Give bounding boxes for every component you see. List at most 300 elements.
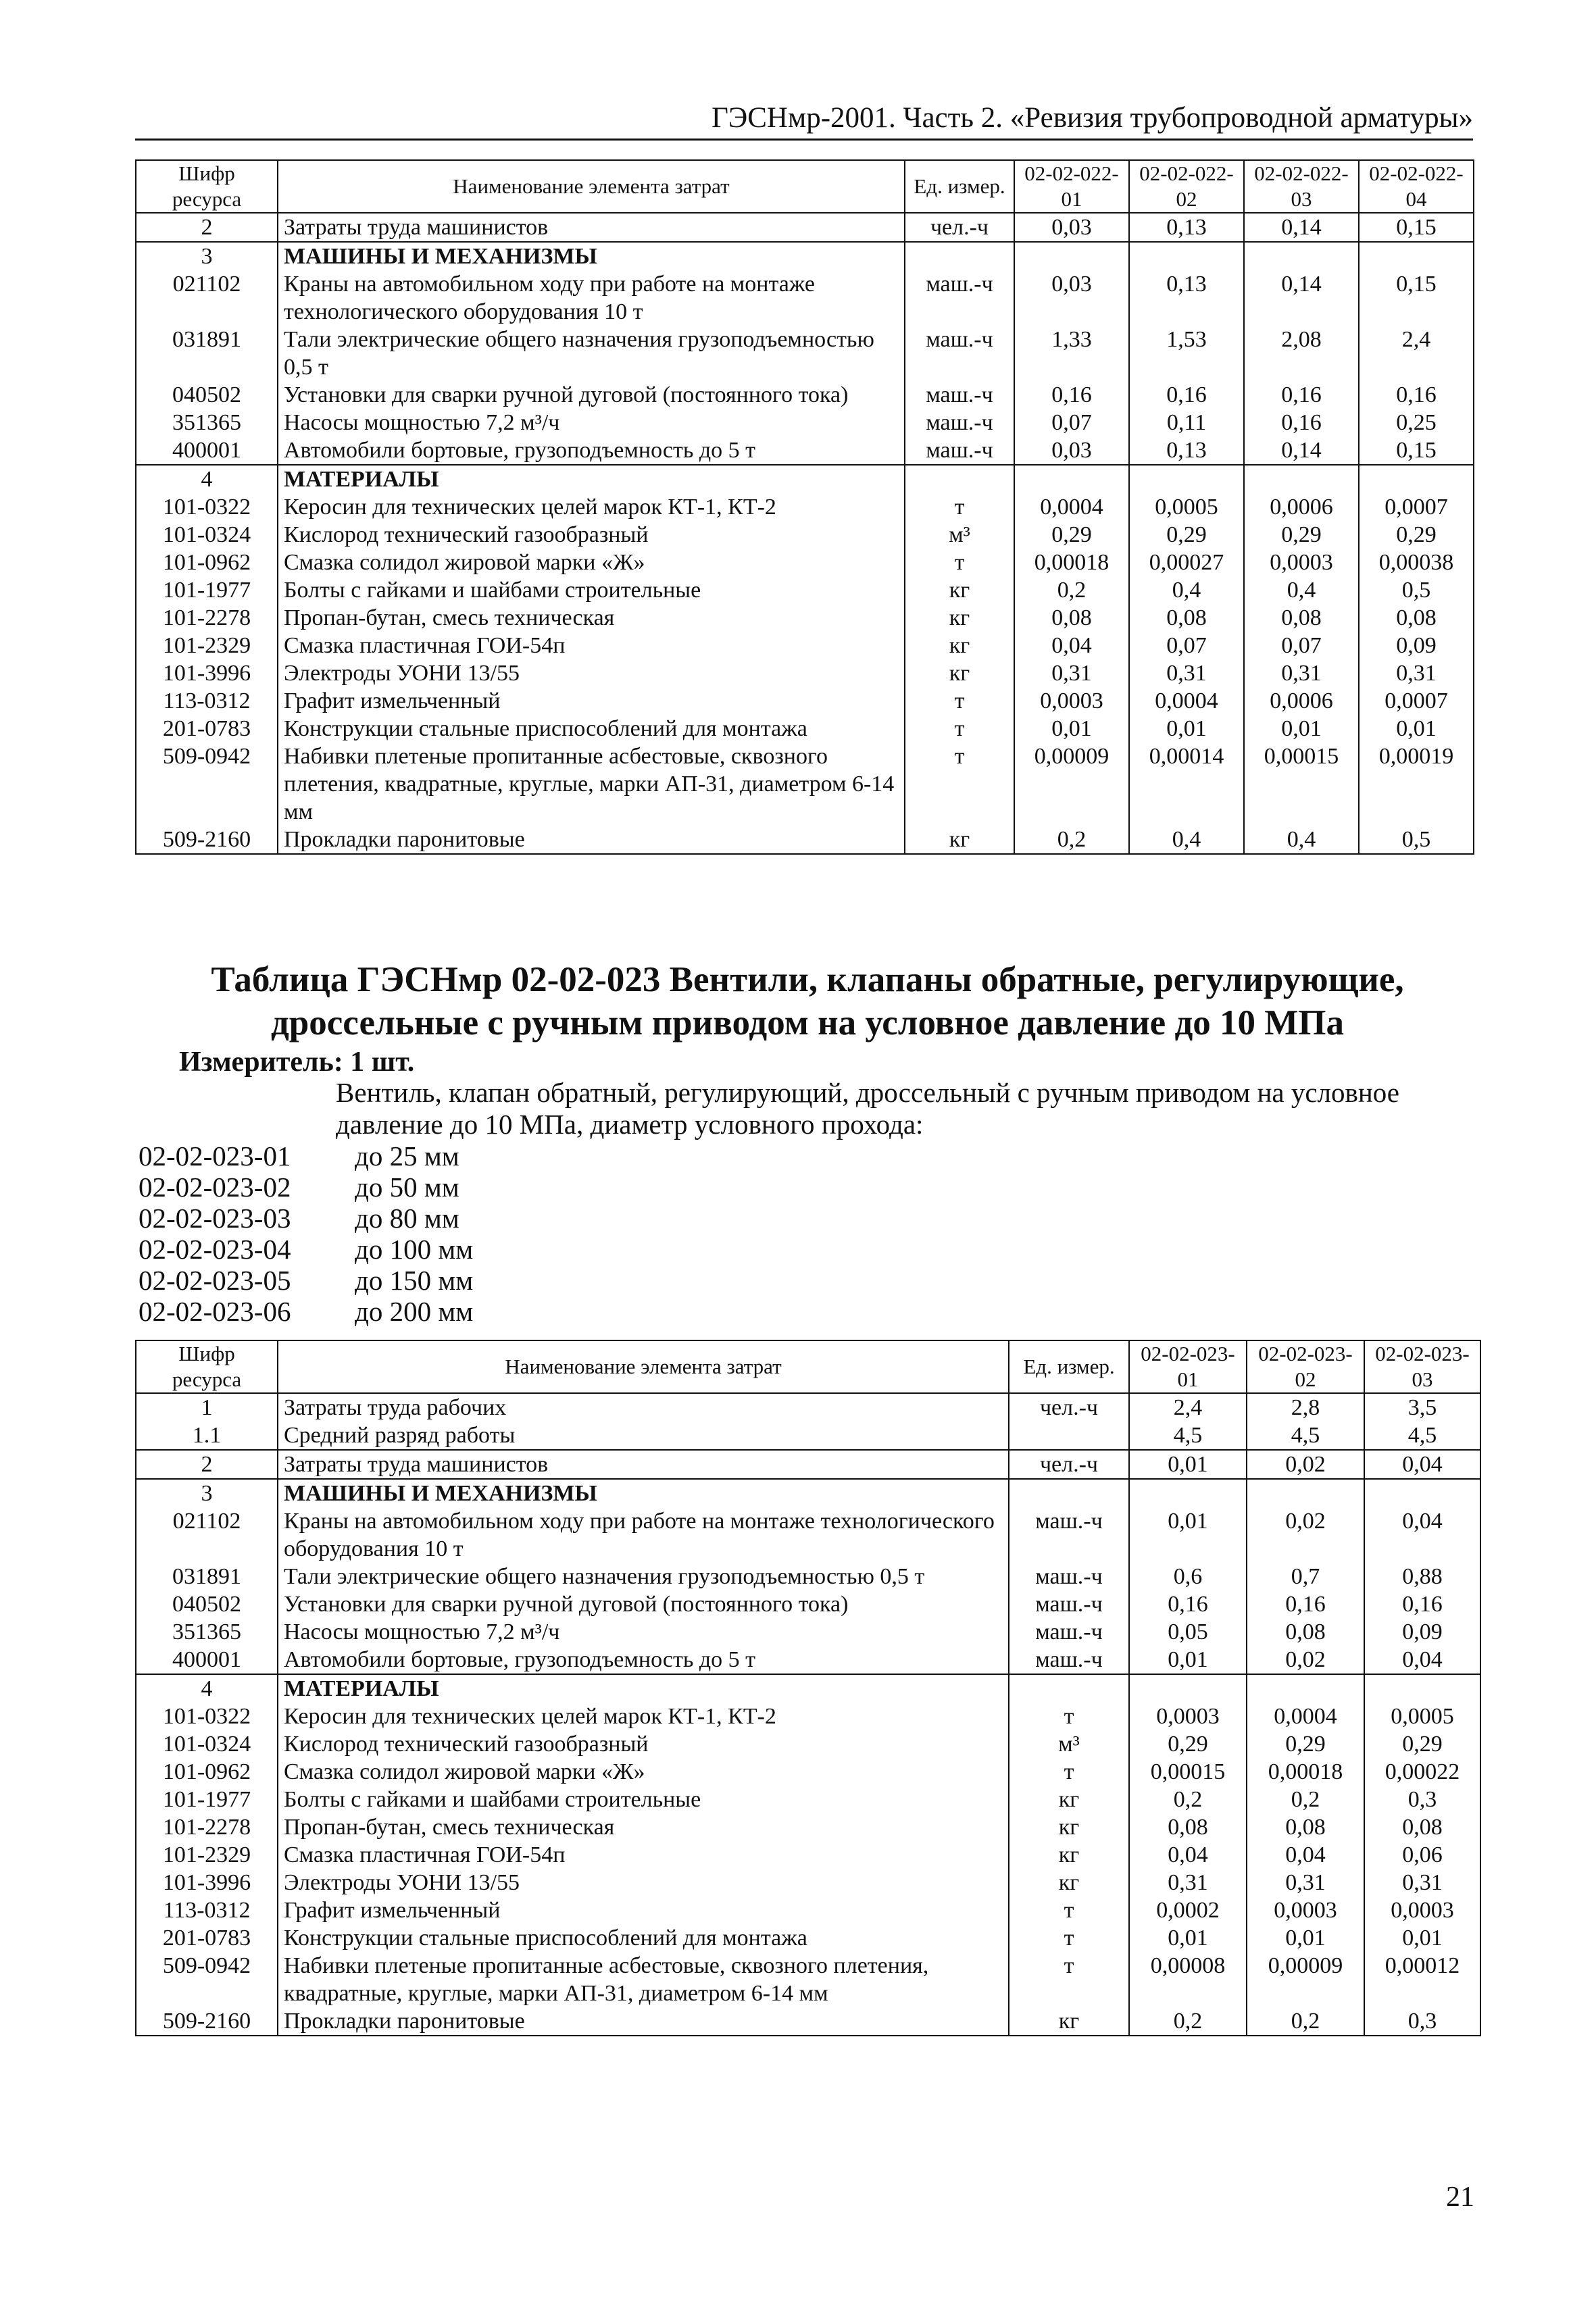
resource-code: 509-0942 (136, 743, 278, 826)
cost-item-name: Пропан-бутан, смесь техническая (278, 604, 905, 632)
norm-value: 0,2 (1014, 826, 1129, 854)
variant-code: 02-02-023-02 (139, 1172, 291, 1203)
section-title: МАШИНЫ И МЕХАНИЗМЫ (278, 1479, 1009, 1507)
table-row (136, 1896, 1480, 1924)
norm-value: 1,53 (1129, 326, 1244, 381)
norm-value: 0,0004 (1129, 687, 1244, 715)
resource-code: 1 (136, 1393, 278, 1422)
table-row (136, 326, 1474, 381)
norm-value: 0,13 (1129, 436, 1244, 465)
variant-item (139, 1172, 473, 1203)
norm-value: 0,14 (1244, 436, 1359, 465)
resource-code: 031891 (136, 326, 278, 381)
norm-value (1364, 1479, 1480, 1507)
cost-item-name: Средний разряд работы (278, 1422, 1009, 1450)
norm-value: 0,00009 (1247, 1952, 1364, 2007)
norm-value: 0,08 (1014, 604, 1129, 632)
cost-table-023 (135, 1340, 1481, 2036)
norm-value: 0,31 (1244, 659, 1359, 687)
resource-code: 113-0312 (136, 1896, 278, 1924)
resource-code: 2 (136, 1450, 278, 1479)
norm-value: 0,01 (1247, 1924, 1364, 1952)
cost-item-name: Краны на автомобильном ходу при работе на монтаже технологического оборудования 10 т (278, 1507, 1009, 1563)
cost-item-name: Смазка пластичная ГОИ-54п (278, 632, 905, 659)
norm-value: 0,03 (1014, 213, 1129, 242)
norm-value: 0,2 (1014, 576, 1129, 604)
norm-value: 0,01 (1129, 1450, 1247, 1479)
norm-value: 0,04 (1014, 632, 1129, 659)
table-row (136, 1563, 1480, 1590)
unit-of-measure: маш.-ч (905, 270, 1014, 326)
resource-code: 400001 (136, 436, 278, 465)
norm-value (1359, 465, 1474, 493)
norm-value: 0,09 (1359, 632, 1474, 659)
page-number: 21 (1446, 2182, 1474, 2213)
table-row (136, 659, 1474, 687)
resource-code: 113-0312 (136, 687, 278, 715)
section-title: МАТЕРИАЛЫ (278, 1674, 1009, 1703)
table-row (136, 1393, 1480, 1422)
norm-value: 0,0002 (1129, 1896, 1247, 1924)
norm-value: 0,0007 (1359, 687, 1474, 715)
norm-value: 0,05 (1129, 1618, 1247, 1646)
cost-item-name: Кислород технический газообразный (278, 1730, 1009, 1758)
norm-value: 4,5 (1129, 1422, 1247, 1450)
table-row (136, 1758, 1480, 1786)
table-row (136, 1422, 1480, 1450)
table-row (136, 549, 1474, 576)
norm-value: 0,29 (1364, 1730, 1480, 1758)
cost-item-name: Смазка солидол жировой марки «Ж» (278, 549, 905, 576)
unit-of-measure: чел.-ч (1009, 1450, 1129, 1479)
header-col: 02-02-022-02 (1129, 160, 1244, 213)
table-row (136, 381, 1474, 409)
variant-diameter: до 100 мм (355, 1234, 474, 1265)
table-row (136, 715, 1474, 743)
resource-code: 101-1977 (136, 576, 278, 604)
norm-value: 0,4 (1129, 826, 1244, 854)
norm-value (1244, 242, 1359, 270)
resource-code: 101-0322 (136, 493, 278, 521)
norm-value: 0,09 (1364, 1618, 1480, 1646)
norm-value: 0,31 (1247, 1869, 1364, 1896)
cost-item-name: Автомобили бортовые, грузоподъемность до 5 т (278, 1646, 1009, 1674)
variant-diameter: до 25 мм (355, 1140, 459, 1172)
norm-value (1129, 242, 1244, 270)
norm-value (1359, 242, 1474, 270)
norm-value: 0,01 (1129, 1924, 1247, 1952)
cost-item-name: Электроды УОНИ 13/55 (278, 1869, 1009, 1896)
norm-value: 0,01 (1364, 1924, 1480, 1952)
header-col: 02-02-023-02 (1247, 1340, 1364, 1393)
table-row (136, 493, 1474, 521)
table-row (136, 687, 1474, 715)
table-header-row (136, 160, 1474, 213)
norm-value: 2,4 (1129, 1393, 1247, 1422)
norm-value: 0,08 (1364, 1813, 1480, 1841)
resource-code: 040502 (136, 1590, 278, 1618)
cost-item-name: Болты с гайками и шайбами строительные (278, 576, 905, 604)
section-title: МАТЕРИАЛЫ (278, 465, 905, 493)
norm-value (1129, 465, 1244, 493)
table-row (136, 1952, 1480, 2007)
cost-item-name: Прокладки паронитовые (278, 826, 905, 854)
table-row (136, 409, 1474, 436)
norm-value: 0,4 (1244, 576, 1359, 604)
section-row (136, 1479, 1480, 1507)
norm-value: 0,02 (1247, 1507, 1364, 1563)
resource-code: 021102 (136, 1507, 278, 1563)
resource-code: 4 (136, 465, 278, 493)
norm-value: 0,08 (1129, 604, 1244, 632)
unit-of-measure: т (1009, 1758, 1129, 1786)
variant-diameter: до 80 мм (355, 1203, 459, 1234)
norm-value: 0,02 (1247, 1646, 1364, 1674)
variant-item (139, 1203, 473, 1234)
norm-value: 0,16 (1129, 1590, 1247, 1618)
resource-code: 101-0962 (136, 549, 278, 576)
header-col: 02-02-023-01 (1129, 1340, 1247, 1393)
resource-code: 101-0962 (136, 1758, 278, 1786)
norm-value (1014, 465, 1129, 493)
unit-of-measure: маш.-ч (905, 381, 1014, 409)
norm-value: 1,33 (1014, 326, 1129, 381)
cost-item-name: Керосин для технических целей марок КТ-1, КТ-2 (278, 493, 905, 521)
section-row (136, 465, 1474, 493)
unit-of-measure: кг (1009, 1786, 1129, 1813)
table-header-row (136, 1340, 1480, 1393)
norm-value: 0,04 (1364, 1450, 1480, 1479)
variant-item (139, 1234, 473, 1265)
unit-of-measure: кг (1009, 1869, 1129, 1896)
norm-value: 0,0005 (1129, 493, 1244, 521)
unit-of-measure (1009, 1479, 1129, 1507)
unit-of-measure: кг (905, 632, 1014, 659)
norm-value: 0,6 (1129, 1563, 1247, 1590)
table-row (136, 1618, 1480, 1646)
variant-diameter: до 50 мм (355, 1172, 459, 1203)
resource-code: 101-3996 (136, 1869, 278, 1896)
norm-value: 0,01 (1129, 1507, 1247, 1563)
unit-of-measure (1009, 1422, 1129, 1450)
norm-value: 0,16 (1014, 381, 1129, 409)
norm-value: 0,2 (1247, 1786, 1364, 1813)
norm-value: 2,8 (1247, 1393, 1364, 1422)
norm-value: 0,29 (1129, 521, 1244, 549)
unit-of-measure: маш.-ч (905, 436, 1014, 465)
header-name: Наименование элемента затрат (278, 160, 905, 213)
norm-value: 0,5 (1359, 576, 1474, 604)
header-name: Наименование элемента затрат (278, 1340, 1009, 1393)
table-row (136, 1646, 1480, 1674)
resource-code: 4 (136, 1674, 278, 1703)
header-col: 02-02-022-03 (1244, 160, 1359, 213)
table-row (136, 1703, 1480, 1730)
norm-value: 2,08 (1244, 326, 1359, 381)
norm-value: 0,29 (1247, 1730, 1364, 1758)
cost-item-name: Смазка солидол жировой марки «Ж» (278, 1758, 1009, 1786)
table-row (136, 1730, 1480, 1758)
table-row (136, 576, 1474, 604)
unit-of-measure: кг (1009, 2007, 1129, 2036)
norm-value: 0,0003 (1129, 1703, 1247, 1730)
norm-value: 0,31 (1359, 659, 1474, 687)
variant-code: 02-02-023-01 (139, 1140, 291, 1172)
resource-code: 031891 (136, 1563, 278, 1590)
norm-value (1247, 1674, 1364, 1703)
norm-value: 0,31 (1014, 659, 1129, 687)
cost-item-name: Электроды УОНИ 13/55 (278, 659, 905, 687)
cost-item-name: Тали электрические общего назначения грузоподъемностью 0,5 т (278, 1563, 1009, 1590)
resource-code: 509-2160 (136, 826, 278, 854)
meter-label: Измеритель: 1 шт. (179, 1047, 415, 1078)
norm-value: 0,02 (1247, 1450, 1364, 1479)
cost-item-name: Автомобили бортовые, грузоподъемность до 5 т (278, 436, 905, 465)
norm-value: 0,0004 (1247, 1703, 1364, 1730)
norm-value: 3,5 (1364, 1393, 1480, 1422)
header-col: 02-02-022-04 (1359, 160, 1474, 213)
work-description: Вентиль, клапан обратный, регулирующий, дроссельный с ручным приводом на условное давление до 10 МПа, диаметр условного прохода: (336, 1077, 1399, 1140)
section-title: МАШИНЫ И МЕХАНИЗМЫ (278, 242, 905, 270)
norm-value: 0,04 (1247, 1841, 1364, 1869)
norm-value: 0,0006 (1244, 493, 1359, 521)
resource-code: 509-2160 (136, 2007, 278, 2036)
unit-of-measure: чел.-ч (905, 213, 1014, 242)
resource-code: 509-0942 (136, 1952, 278, 2007)
resource-code: 400001 (136, 1646, 278, 1674)
cost-item-name: Установки для сварки ручной дуговой (постоянного тока) (278, 1590, 1009, 1618)
header-col: 02-02-023-03 (1364, 1340, 1480, 1393)
norm-value: 4,5 (1247, 1422, 1364, 1450)
norm-value: 0,01 (1359, 715, 1474, 743)
section-row (136, 242, 1474, 270)
norm-value: 0,2 (1129, 1786, 1247, 1813)
norm-value: 0,16 (1359, 381, 1474, 409)
variant-list (139, 1140, 473, 1327)
norm-value: 0,31 (1364, 1869, 1480, 1896)
unit-of-measure: т (1009, 1924, 1129, 1952)
unit-of-measure: маш.-ч (1009, 1646, 1129, 1674)
norm-value: 0,16 (1129, 381, 1244, 409)
norm-value: 0,03 (1014, 270, 1129, 326)
unit-of-measure: кг (1009, 1841, 1129, 1869)
norm-value: 4,5 (1364, 1422, 1480, 1450)
norm-value: 0,04 (1364, 1646, 1480, 1674)
cost-item-name: Установки для сварки ручной дуговой (постоянного тока) (278, 381, 905, 409)
cost-item-name: Болты с гайками и шайбами строительные (278, 1786, 1009, 1813)
header-unit: Ед. измер. (905, 160, 1014, 213)
table-row (136, 213, 1474, 242)
cost-item-name: Графит измельченный (278, 687, 905, 715)
norm-value (1129, 1479, 1247, 1507)
norm-value: 0,25 (1359, 409, 1474, 436)
resource-code: 351365 (136, 1618, 278, 1646)
running-header: ГЭСНмр-2001. Часть 2. «Ревизия трубопроводной арматуры» (135, 101, 1473, 141)
resource-code: 2 (136, 213, 278, 242)
cost-item-name: Прокладки паронитовые (278, 2007, 1009, 2036)
norm-value: 0,00022 (1364, 1758, 1480, 1786)
norm-value: 0,0006 (1244, 687, 1359, 715)
unit-of-measure: маш.-ч (1009, 1618, 1129, 1646)
unit-of-measure: т (1009, 1952, 1129, 2007)
norm-value: 0,31 (1129, 1869, 1247, 1896)
resource-code: 101-1977 (136, 1786, 278, 1813)
norm-value: 0,04 (1364, 1507, 1480, 1563)
unit-of-measure: кг (905, 826, 1014, 854)
resource-code: 040502 (136, 381, 278, 409)
norm-value: 0,0005 (1364, 1703, 1480, 1730)
norm-value: 0,0007 (1359, 493, 1474, 521)
resource-code: 101-2329 (136, 632, 278, 659)
norm-value: 0,00019 (1359, 743, 1474, 826)
variant-code: 02-02-023-04 (139, 1234, 291, 1265)
header-code: Шифр ресурса (136, 1340, 278, 1393)
table-row (136, 1507, 1480, 1563)
norm-value: 0,29 (1359, 521, 1474, 549)
norm-value: 0,15 (1359, 436, 1474, 465)
unit-of-measure (1009, 1674, 1129, 1703)
norm-value (1129, 1674, 1247, 1703)
norm-value: 0,29 (1129, 1730, 1247, 1758)
norm-value: 2,4 (1359, 326, 1474, 381)
norm-value: 0,00018 (1014, 549, 1129, 576)
cost-item-name: Краны на автомобильном ходу при работе на монтаже технологического оборудования 10 т (278, 270, 905, 326)
norm-value: 0,11 (1129, 409, 1244, 436)
cost-item-name: Конструкции стальные приспособлений для монтажа (278, 715, 905, 743)
unit-of-measure: маш.-ч (1009, 1563, 1129, 1590)
unit-of-measure: кг (905, 659, 1014, 687)
variant-code: 02-02-023-05 (139, 1265, 291, 1296)
cost-item-name: Набивки плетеные пропитанные асбестовые, сквозного плетения, квадратные, круглые, марки АП-31, диаметром 6-14 мм (278, 1952, 1009, 2007)
cost-table-022 (135, 159, 1474, 855)
unit-of-measure: т (1009, 1703, 1129, 1730)
norm-value: 0,2 (1247, 2007, 1364, 2036)
norm-value (1244, 465, 1359, 493)
unit-of-measure (905, 242, 1014, 270)
variant-diameter: до 200 мм (355, 1296, 474, 1327)
header-code: Шифр ресурса (136, 160, 278, 213)
norm-value: 0,08 (1359, 604, 1474, 632)
norm-value: 0,2 (1129, 2007, 1247, 2036)
resource-code: 201-0783 (136, 715, 278, 743)
norm-value: 0,03 (1014, 436, 1129, 465)
norm-value: 0,0003 (1364, 1896, 1480, 1924)
cost-item-name: Керосин для технических целей марок КТ-1, КТ-2 (278, 1703, 1009, 1730)
unit-of-measure: кг (905, 576, 1014, 604)
norm-value: 0,16 (1244, 381, 1359, 409)
resource-code: 3 (136, 1479, 278, 1507)
norm-value: 0,00009 (1014, 743, 1129, 826)
table-row (136, 1786, 1480, 1813)
norm-value: 0,00027 (1129, 549, 1244, 576)
norm-value: 0,00014 (1129, 743, 1244, 826)
norm-value: 0,3 (1364, 2007, 1480, 2036)
resource-code: 351365 (136, 409, 278, 436)
variant-item (139, 1140, 473, 1172)
norm-value: 0,4 (1129, 576, 1244, 604)
table-row (136, 270, 1474, 326)
norm-value (1014, 242, 1129, 270)
table-row (136, 1813, 1480, 1841)
unit-of-measure: м³ (1009, 1730, 1129, 1758)
table-row (136, 1450, 1480, 1479)
table-row (136, 1869, 1480, 1896)
resource-code: 1.1 (136, 1422, 278, 1450)
norm-value: 0,14 (1244, 213, 1359, 242)
unit-of-measure: маш.-ч (1009, 1507, 1129, 1563)
norm-value: 0,00008 (1129, 1952, 1247, 2007)
norm-value: 0,0003 (1244, 549, 1359, 576)
norm-value: 0,01 (1244, 715, 1359, 743)
norm-value: 0,31 (1129, 659, 1244, 687)
norm-value: 0,00015 (1129, 1758, 1247, 1786)
cost-item-name: Затраты труда рабочих (278, 1393, 1009, 1422)
norm-value: 0,00018 (1247, 1758, 1364, 1786)
norm-value: 0,07 (1244, 632, 1359, 659)
resource-code: 021102 (136, 270, 278, 326)
norm-value: 0,29 (1014, 521, 1129, 549)
norm-value: 0,15 (1359, 270, 1474, 326)
unit-of-measure: т (905, 743, 1014, 826)
norm-value: 0,15 (1359, 213, 1474, 242)
table-row (136, 743, 1474, 826)
cost-item-name: Затраты труда машинистов (278, 213, 905, 242)
norm-value: 0,29 (1244, 521, 1359, 549)
unit-of-measure: кг (1009, 1813, 1129, 1841)
table-row (136, 1841, 1480, 1869)
table-row (136, 2007, 1480, 2036)
variant-code: 02-02-023-03 (139, 1203, 291, 1234)
norm-value (1247, 1479, 1364, 1507)
norm-value: 0,00038 (1359, 549, 1474, 576)
norm-value: 0,5 (1359, 826, 1474, 854)
cost-item-name: Насосы мощностью 7,2 м³/ч (278, 1618, 1009, 1646)
norm-value: 0,01 (1014, 715, 1129, 743)
variant-diameter: до 150 мм (355, 1265, 474, 1296)
cost-item-name: Смазка пластичная ГОИ-54п (278, 1841, 1009, 1869)
unit-of-measure: т (905, 549, 1014, 576)
norm-value: 0,0004 (1014, 493, 1129, 521)
norm-value: 0,16 (1247, 1590, 1364, 1618)
cost-item-name: Насосы мощностью 7,2 м³/ч (278, 409, 905, 436)
table-row (136, 632, 1474, 659)
unit-of-measure: м³ (905, 521, 1014, 549)
norm-value: 0,07 (1014, 409, 1129, 436)
unit-of-measure: т (905, 687, 1014, 715)
table-row (136, 521, 1474, 549)
unit-of-measure: т (905, 715, 1014, 743)
resource-code: 101-0324 (136, 1730, 278, 1758)
norm-value: 0,88 (1364, 1563, 1480, 1590)
norm-value: 0,08 (1244, 604, 1359, 632)
norm-value (1364, 1674, 1480, 1703)
header-unit: Ед. измер. (1009, 1340, 1129, 1393)
resource-code: 201-0783 (136, 1924, 278, 1952)
norm-value: 0,4 (1244, 826, 1359, 854)
unit-of-measure (905, 465, 1014, 493)
norm-value: 0,00015 (1244, 743, 1359, 826)
cost-item-name: Пропан-бутан, смесь техническая (278, 1813, 1009, 1841)
norm-value: 0,04 (1129, 1841, 1247, 1869)
section-row (136, 1674, 1480, 1703)
norm-value: 0,06 (1364, 1841, 1480, 1869)
norm-value: 0,08 (1129, 1813, 1247, 1841)
norm-value: 0,08 (1247, 1813, 1364, 1841)
norm-value: 0,01 (1129, 1646, 1247, 1674)
resource-code: 101-2278 (136, 1813, 278, 1841)
norm-value: 0,16 (1244, 409, 1359, 436)
unit-of-measure: маш.-ч (905, 326, 1014, 381)
